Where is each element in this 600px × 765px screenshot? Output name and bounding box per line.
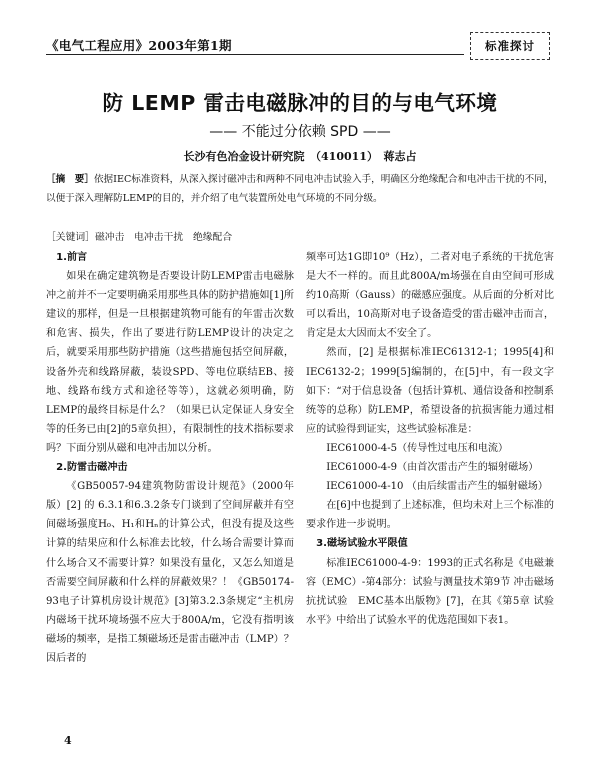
article-subtitle: —— 不能过分依赖 SPD —— [209,124,391,140]
keywords-text: 磁冲击 电冲击干扰 绝缘配合 [94,232,233,243]
paragraph: 频率可达1G即10⁹（Hz），二者对电子系统的干扰危害是大不一样的。而且此800A/m场强在自由空间可形成约10高斯（Gauss）的磁感应强度。从后面的分析对比可以看出，10高斯对电子设备造受的雷击磁冲击而言，肯定是太大因而太不安全了。 [306,252,554,340]
paragraph: 如果在确定建筑物是否要设计防LEMP雷击电磁脉冲之前并不一定要明确采用那些具体的防护措施如[1]所建议的那样，但是一旦根据建筑物可能有的年雷击次数和危害、损失，作出了要进行防LEMP设计的决定之后，就要采用那些防护措施（这些措施包括空间屏蔽，设备外壳和线路屏蔽，装设SPD、等电位联结EB、接地、线路布线方式和途径等等），这就必须明确，防LEMP的最终目标是什么？（如果已认定保证人身安全等的任务已由[2]的5章负担），有限制性的技术指标要求吗？下面分别从磁和电冲击加以分析。 [46,271,294,454]
right-column [306,248,554,630]
column-tag-badge: 标准探讨 [470,32,550,60]
header-rule [46,54,464,55]
standard-item: IEC61000-4-5（传导性过电压和电流） [326,442,509,454]
section-heading-1: 1.前言 [56,252,88,263]
journal-header: 《电气工程应用》2003年第1期 [46,38,232,53]
standard-item: IEC61000-4-10 （由后续雷击产生的辐射磁场） [326,481,548,493]
keywords-label: ［关键词］ [46,232,95,243]
abstract [46,170,554,208]
page-number: 4 [64,734,72,747]
author-affiliation: 长沙有色冶金设计研究院 （410011） 蒋志占 [183,150,417,163]
paragraph: 《GB50057-94建筑物防雷设计规范》（2000年版）[2] 的 6.3.1和6.3.2条专门谈到了空间屏蔽并有空间磁场强度H₀、H₁和Hₙ的计算公式，但没有提及这些计算的结果应和什么标准去比较，什么场合需要计算而什么场合又不需要计算？如果没有量化，又怎么知道是否需要空间屏蔽和什么样的屏蔽效果？！《GB50174-93电子计算机房设计规范》[3]第3.2.3条规定“主机房内磁场干扰环境场强不应大于800A/m，它没有指明该磁场的频率，是指工频磁场还是雷击磁冲击（LMP）？因后者的 [46,481,294,664]
paragraph: 标准IEC61000-4-9：1993的正式名称是《电磁兼容（EMC）-第4部分：试验与测量技术第9节 冲击磁场抗扰试验 EMC基本出版物》[7]，在其《第5章 试验水平》中给出了试验水平的优选范围如下表1。 [306,557,554,626]
paragraph: 在[6]中也提到了上述标准，但均未对上三个标准的要求作进一步说明。 [306,500,554,531]
paragraph: 然而，[2] 是根据标准IEC61312-1；1995[4]和IEC6132-2；1999[5]编制的，在[5]中，有一段文字如下：“对于信息设备（包括计算机、通信设备和控制系统等的总称）防LEMP，希望设备的抗损害能力通过相应的试验得到证实，这些试验标准是： [306,347,554,435]
left-column [46,248,294,668]
section-heading-2: 2.防雷击磁冲击 [56,462,128,474]
standard-item: IEC61000-4-9（由首次雷击产生的辐射磁场） [326,462,539,474]
article-title: 防 LEMP 雷击电磁脉冲的目的与电气环境 [102,91,498,115]
abstract-label: ［摘 要］ [46,174,94,185]
section-heading-3: 3.磁场试验水平限值 [316,538,408,550]
abstract-text: 依据IEC标准资料，从深入探讨磁冲击和两种不同电冲击试验入手，明确区分绝缘配合和电冲击干扰的不同，以便于深入理解防LEMP的目的，并介绍了电气装置所处电气环境的不同分级。 [46,174,554,204]
keywords [46,228,554,247]
